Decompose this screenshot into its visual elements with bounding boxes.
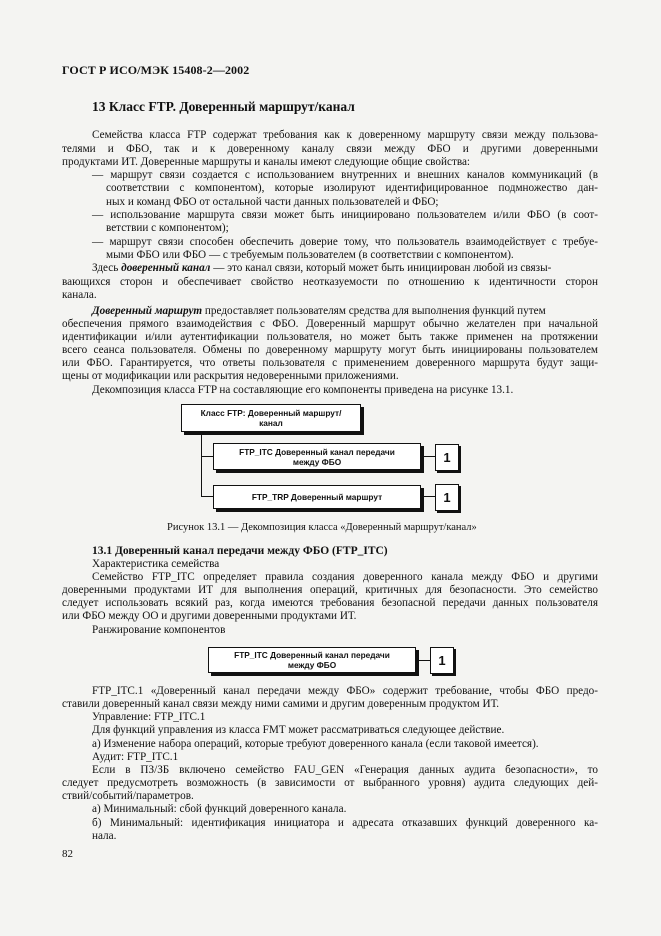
list-item: б) Минимальный: идентификация инициатора и адресата отказавших функций доверенного ка- [92, 817, 598, 829]
figure-caption: Рисунок 13.1 — Декомпозиция класса «Доверенный маршрут/канал» [167, 522, 477, 533]
term-trusted-path: Доверенный маршрут [92, 305, 203, 317]
paragraph-line: канала. [62, 289, 97, 301]
family-box-line: между ФБО [292, 456, 342, 467]
text-run: предоставляет пользователям средства для выполнения функций путем [202, 305, 546, 317]
paragraph-line: Для функций управления из класса FMT может рассматриваться следующее действие. [92, 724, 505, 736]
paragraph-line: щены от модификации или раскрытия недоверенными приложениями. [62, 370, 399, 382]
ranking-box [208, 647, 416, 673]
paragraph-line: ставили доверенный канал связи между ними самими и другим доверенным продуктом ИТ. [62, 698, 500, 710]
section-title: 13 Класс FTP. Доверенный маршрут/канал [92, 99, 355, 114]
text-run: — это канал связи, который может быть инициирован любой из связы- [210, 262, 552, 274]
bullet-line: — маршрут связи способен обеспечить доверие тому, что пользователь взаимодействует с требуе- [92, 236, 598, 248]
management-heading: Управление: FTP_ITC.1 [92, 711, 206, 723]
document-header: ГОСТ Р ИСО/МЭК 15408-2—2002 [62, 63, 250, 77]
paragraph-line: Если в ПЗ/ЗБ включено семейство FAU_GEN «Генерация данных аудита безопасности», то [92, 764, 598, 776]
bullet-line: — маршрут связи создается с использованием внутренних и внешних каналов коммуникаций (в [92, 169, 598, 181]
level-box: 1 [435, 444, 459, 471]
family-box-ftp-trp: FTP_TRP Доверенный маршрут [213, 485, 421, 509]
bullet-line: — использование маршрута связи может быть инициировано пользователем и/или ФБО (в соот- [92, 209, 598, 221]
ranking-box-line: FTP_ITC Доверенный канал передачи [234, 650, 390, 660]
family-box-ftp-itc [213, 443, 421, 470]
paragraph-line: следует использовать всякий раз, когда имеются требования безопасной передачи данных пользователя [62, 597, 598, 609]
list-item: нала. [92, 830, 117, 842]
connector-line [201, 432, 202, 497]
connector-line [201, 456, 213, 457]
subsection-title: 13.1 Доверенный канал передачи между ФБО (FTP_ITC) [92, 545, 388, 557]
bullet-line: ветствии с компонентом); [106, 222, 229, 234]
intro-line: Семейства класса FTP содержат требования как к доверенному маршруту связи между пользова- [92, 129, 598, 141]
family-box-line: FTP_ITC Доверенный канал передачи [239, 446, 395, 457]
paragraph-line: следует предусмотреть возможность (в зависимости от выбранного уровня) аудита следующих дей- [62, 777, 598, 789]
paragraph-line: ствий/событий/параметров. [62, 790, 194, 802]
ranking-heading: Ранжирование компонентов [92, 624, 226, 636]
connector-line [421, 456, 435, 457]
paragraph-line: Декомпозиция класса FTP на составляющие его компоненты приведена на рисунке 13.1. [92, 384, 514, 396]
connector-line [201, 496, 213, 497]
paragraph-line: всего сеанса пользователя. Обмены по доверенному маршруту могут быть инициированы пользователем [62, 344, 598, 356]
audit-heading: Аудит: FTP_ITC.1 [92, 751, 179, 763]
page-number: 82 [62, 848, 73, 860]
paragraph-line [92, 262, 551, 276]
list-item: а) Минимальный: сбой функций доверенного канала. [92, 803, 347, 815]
paragraph-line: Семейство FTP_ITC определяет правила создания доверенного канала между ФБО и другими [92, 571, 598, 583]
paragraph-line [92, 305, 546, 319]
connector-line [421, 496, 435, 497]
class-box-line: Класс FTP: Доверенный маршрут/ [200, 408, 342, 418]
paragraph-line: идентификации и/или аутентификации пользователя, но может быть также применен на протяжении [62, 331, 598, 343]
class-box [181, 404, 361, 432]
paragraph-line: обеспечения прямого взаимодействия с ФБО. Доверенный маршрут обычно желателен при начальной [62, 318, 598, 330]
class-box-line: канал [259, 418, 283, 428]
paragraph-line: FTP_ITC.1 «Доверенный канал передачи между ФБО» содержит требование, чтобы ФБО предо- [92, 685, 598, 697]
term-trusted-channel: доверенный канал [121, 262, 211, 274]
paragraph-line: или ФБО между ОО и другими доверенными продуктами ИТ. [62, 610, 357, 622]
paragraph-line: вающихся сторон и обеспечивает свойство неотказуемости по отношению к идентичности сторон [62, 276, 598, 288]
level-box: 1 [430, 647, 454, 674]
paragraph-line: или ФБО. Гарантируется, что ответы пользователя с применением доверенного маршрута будут защи- [62, 357, 598, 369]
level-box: 1 [435, 484, 459, 511]
bullet-line: мыми ФБО или ФБО — с требуемым пользователем (в соответствии с компонентом). [106, 249, 514, 261]
bullet-line: ных и команд ФБО от остальной части данных пользователей и ФБО; [106, 196, 439, 208]
family-characteristic-heading: Характеристика семейства [92, 558, 220, 570]
list-item: а) Изменение набора операций, которые требуют доверенного канала (если таковой имеется). [92, 738, 539, 750]
bullet-line: соответствии с компонентом), которые изолируют идентифицированное подмножество дан- [106, 182, 598, 194]
ranking-box-line: между ФБО [287, 660, 337, 670]
paragraph-line: доверенными продуктами ИТ для выполнения операций, критичных для безопасности. Это семейство [62, 584, 598, 596]
intro-line: продуктами ИТ. Доверенные маршруты и каналы имеют следующие общие свойства: [62, 156, 471, 168]
connector-line [416, 660, 430, 661]
text-run: Здесь [92, 262, 122, 274]
intro-line: телями и ФБО, так и к доверенному каналу связи между ФБО и другими доверенными [62, 143, 598, 155]
